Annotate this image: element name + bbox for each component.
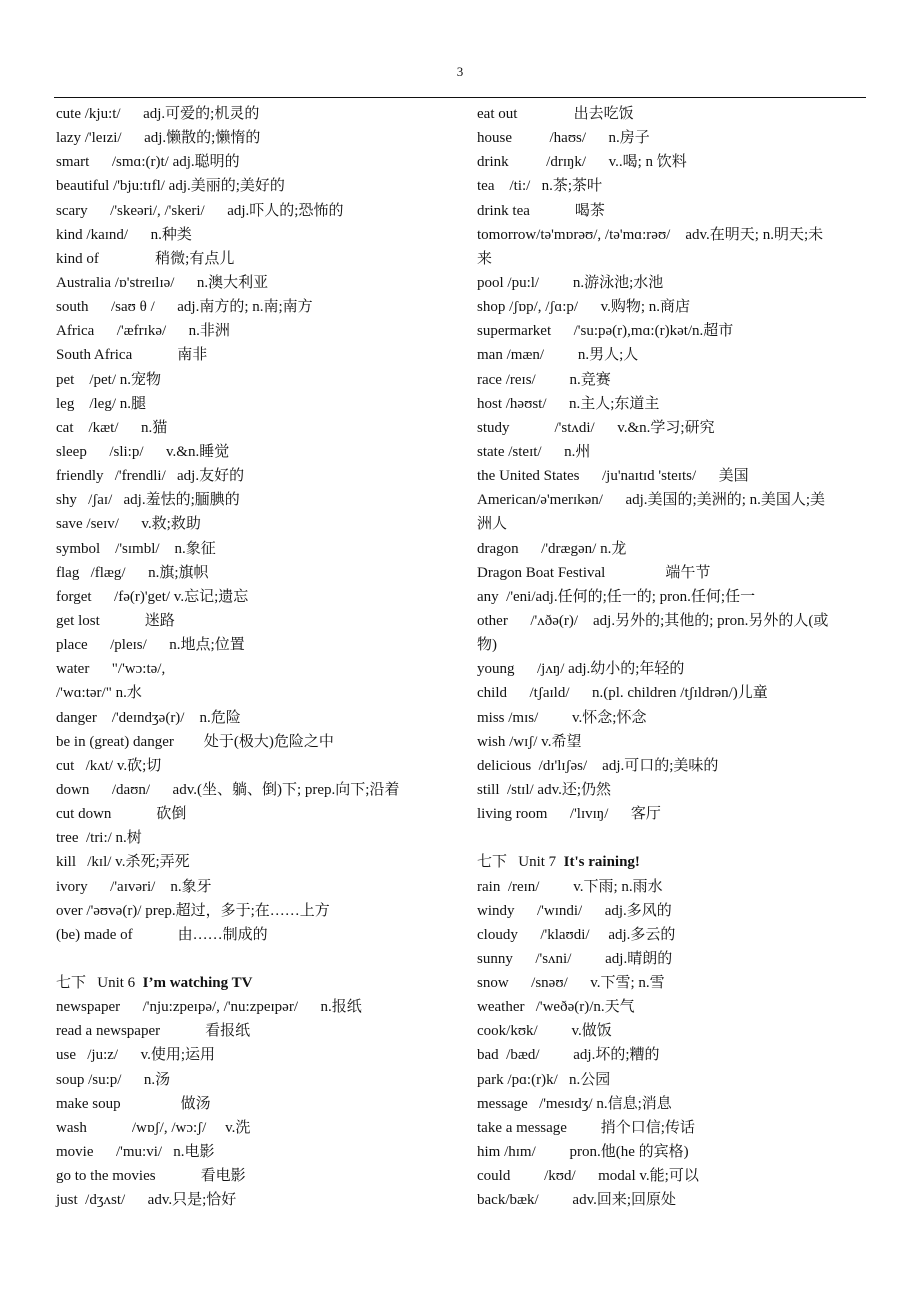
vocab-entry: other /'ʌðə(r)/ adj.另外的;其他的; pron.另外的人(或 [477, 612, 829, 629]
vocab-entry: miss /mɪs/ v.怀念;怀念 [477, 709, 647, 726]
vocab-entry: cute /kju:t/ adj.可爱的;机灵的 [56, 106, 260, 122]
vocab-entry: 洲人 [477, 516, 508, 533]
vocab-entry: flag /flæg/ n.旗;旗帜 [56, 564, 209, 581]
vocab-entry: man /mæn/ n.男人;人 [477, 347, 639, 364]
vocab-entry: study /'stʌdi/ v.&n.学习;研究 [477, 419, 715, 436]
vocab-entry: make soup 做汤 [56, 1095, 211, 1112]
vocab-entry: use /ju:z/ v.使用;运用 [56, 1047, 216, 1064]
vocab-entry: save /seɪv/ v.救;救助 [56, 516, 201, 533]
vocab-entry: movie /'mu:vi/ n.电影 [56, 1144, 215, 1161]
header-rule [54, 97, 866, 98]
vocab-entry: place /pleɪs/ n.地点;位置 [56, 637, 245, 654]
left-column [56, 102, 444, 1212]
vocab-entry: 来 [477, 250, 493, 267]
vocab-entry: water "/'wɔ:tə/, [56, 661, 166, 678]
vocab-entry: sleep /sli:p/ v.&n.睡觉 [56, 443, 230, 460]
vocab-entry: read a newspaper 看报纸 [56, 1023, 251, 1040]
vocab-entry: Dragon Boat Festival 端午节 [477, 564, 711, 581]
vocab-entry: the United States /ju'naɪtɪd 'steɪts/ 美国 [477, 468, 749, 485]
vocab-entry: beautiful /'bju:tɪfl/ adj.美丽的;美好的 [56, 178, 285, 195]
vocab-entry: scary /'skeəri/, /'skeri/ adj.吓人的;恐怖的 [56, 202, 344, 219]
vocab-entry: Africa /'æfrɪkə/ n.非洲 [56, 323, 230, 340]
vocab-entry: still /stɪl/ adv.还;仍然 [477, 781, 612, 798]
vocab-entry: park /pɑ:(r)k/ n.公园 [477, 1071, 611, 1088]
vocab-entry: weather /'weðə(r)/n.天气 [477, 999, 635, 1016]
vocab-entry: ivory /'aɪvəri/ n.象牙 [56, 878, 212, 895]
vocab-entry: take a message 捎个口信;传话 [477, 1119, 695, 1136]
vocab-entry: host /həʊst/ n.主人;东道主 [477, 395, 660, 412]
unit-title: It's raining! [563, 854, 640, 871]
vocab-entry: friendly /'frendli/ adj.友好的 [56, 468, 245, 485]
blank-line [56, 947, 444, 971]
vocab-entry: cut down 砍倒 [56, 806, 187, 823]
vocab-entry: be in (great) danger 处于(极大)危险之中 [56, 733, 334, 750]
vocab-entry: South Africa 南非 [56, 347, 208, 364]
vocab-entry: tomorrow/tə'mɒrəʊ/, /tə'mɑ:rəʊ/ adv.在明天; n.明天;未 [477, 226, 824, 243]
vocab-entry: drink tea 喝茶 [477, 202, 605, 219]
vocab-entry: kill /kɪl/ v.杀死;弄死 [56, 854, 190, 871]
vocab-entry: /'wɑ:tər/" n.水 [56, 685, 142, 702]
unit-heading [56, 971, 444, 995]
vocab-entry: smart /smɑ:(r)t/ adj.聪明的 [56, 154, 240, 171]
vocab-entry: get lost 迷路 [56, 612, 175, 629]
vocab-entry: south /saʊ θ / adj.南方的; n.南;南方 [56, 299, 313, 316]
vocab-entry: lazy /'leɪzi/ adj.懒散的;懒惰的 [56, 130, 261, 147]
vocab-entry: kind /kaɪnd/ n.种类 [56, 226, 192, 243]
unit-label: 七下 Unit 6 [56, 975, 143, 992]
vocab-entry: rain /reɪn/ v.下雨; n.雨水 [477, 878, 663, 895]
vocab-entry: cat /kæt/ n.猫 [56, 419, 168, 436]
vocab-entry: delicious /dɪ'lɪʃəs/ adj.可口的;美味的 [477, 757, 719, 774]
vocab-entry: 物) [477, 637, 497, 654]
vocab-entry: cut /kʌt/ v.砍;切 [56, 757, 162, 774]
vocab-entry: down /daʊn/ adv.(坐、躺、倒)下; prep.向下;沿着 [56, 781, 400, 798]
vocab-entry: kind of 稍微;有点儿 [56, 250, 235, 267]
vocab-entry: cook/kʊk/ v.做饭 [477, 1023, 612, 1040]
vocab-entry: (be) made of 由……制成的 [56, 926, 268, 943]
vocab-entry: house /haʊs/ n.房子 [477, 130, 650, 147]
vocab-entry: forget /fə(r)'get/ v.忘记;遗忘 [56, 588, 249, 605]
vocab-entry: go to the movies 看电影 [56, 1168, 246, 1185]
unit-title: I’m watching TV [142, 975, 253, 992]
vocab-entry: dragon /'drægən/ n.龙 [477, 540, 627, 557]
vocab-entry: living room /'lɪvɪŋ/ 客厅 [477, 806, 661, 823]
vocab-entry: drink /drɪŋk/ v..喝; n 饮料 [477, 154, 687, 171]
vocab-entry: bad /bæd/ adj.坏的;糟的 [477, 1047, 660, 1064]
vocab-entry: tree /tri:/ n.树 [56, 830, 142, 847]
vocab-entry: state /steɪt/ n.州 [477, 443, 591, 460]
vocab-entry: him /hɪm/ pron.他(he 的宾格) [477, 1144, 689, 1161]
vocab-entry: tea /ti:/ n.茶;茶叶 [477, 178, 602, 195]
vocab-entry: eat out 出去吃饭 [477, 106, 634, 122]
vocab-entry: over /'əʊvə(r)/ prep.超过，多于;在……上方 [56, 902, 330, 919]
vocab-entry: young /jʌŋ/ adj.幼小的;年轻的 [477, 661, 685, 678]
vocab-entry: race /reɪs/ n.竞赛 [477, 371, 611, 388]
vocab-entry: pet /pet/ n.宠物 [56, 371, 161, 388]
unit-heading [477, 850, 871, 874]
blank-line [477, 826, 871, 850]
vocab-entry: wash /wɒʃ/, /wɔ:ʃ/ v.洗 [56, 1119, 251, 1136]
vocab-entry: cloudy /'klaʊdi/ adj.多云的 [477, 926, 676, 943]
vocab-entry: pool /pu:l/ n.游泳池;水池 [477, 274, 664, 291]
vocab-entry: message /'mesɪdʒ/ n.信息;消息 [477, 1095, 672, 1112]
vocab-entry: shop /ʃɒp/, /ʃɑ:p/ v.购物; n.商店 [477, 299, 691, 316]
vocab-entry: soup /su:p/ n.汤 [56, 1071, 171, 1088]
vocab-entry: wish /wɪʃ/ v.希望 [477, 733, 582, 750]
vocab-entry: snow /snəʊ/ v.下雪; n.雪 [477, 975, 665, 992]
page-number: 3 [456, 64, 464, 79]
vocab-entry: could /kʊd/ modal v.能;可以 [477, 1168, 699, 1185]
vocab-entry: any /'eni/adj.任何的;任一的; pron.任何;任一 [477, 588, 756, 605]
vocab-entry: sunny /'sʌni/ adj.晴朗的 [477, 950, 673, 967]
vocab-entry: symbol /'sɪmbl/ n.象征 [56, 540, 216, 557]
vocab-entry: newspaper /'nju:zpeɪpə/, /'nu:zpeɪpər/ n.报纸 [56, 999, 362, 1016]
unit-label: 七下 Unit 7 [477, 854, 564, 871]
vocab-entry: just /dʒʌst/ adv.只是;恰好 [56, 1192, 237, 1209]
right-column [477, 102, 871, 1212]
vocab-entry: child /tʃaɪld/ n.(pl. children /tʃɪldrən/)儿童 [477, 685, 768, 702]
vocab-entry: windy /'wɪndi/ adj.多风的 [477, 902, 672, 919]
vocab-entry: shy /ʃaɪ/ adj.羞怯的;腼腆的 [56, 492, 240, 509]
vocab-entry: American/ə'merɪkən/ adj.美国的;美洲的; n.美国人;美 [477, 492, 826, 509]
vocab-entry: Australia /ɒ'streɪlɪə/ n.澳大利亚 [56, 274, 269, 291]
vocab-entry: supermarket /'su:pə(r),mɑ:(r)kət/n.超市 [477, 323, 734, 340]
vocab-entry: leg /leg/ n.腿 [56, 395, 146, 412]
vocab-entry: back/bæk/ adv.回来;回原处 [477, 1192, 677, 1209]
vocab-entry: danger /'deɪndʒə(r)/ n.危险 [56, 709, 241, 726]
